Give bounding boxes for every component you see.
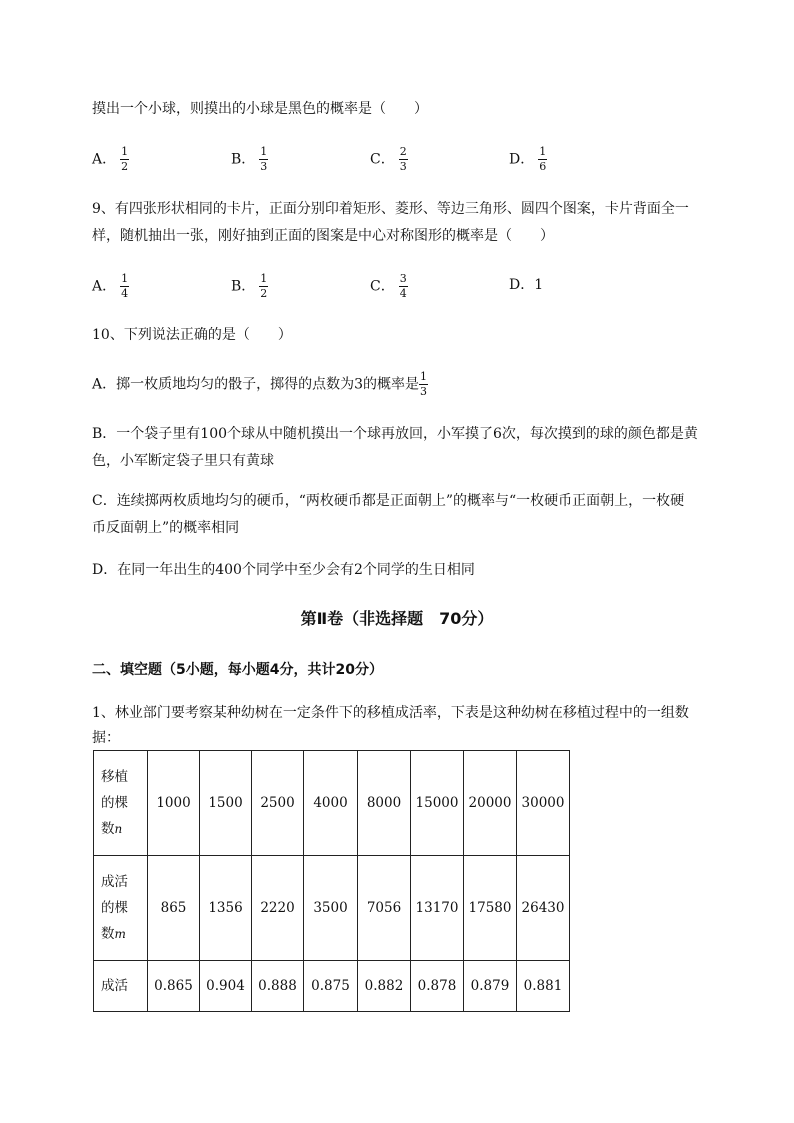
numerator: 1: [121, 272, 129, 285]
q8-option-b: [231, 146, 268, 173]
question-10-option-b-line-1: B．一个袋子里有100个球从中随机摸出一个球再放回，小军摸了6次，每次摸到的球的颜色都是黄: [92, 426, 698, 442]
fraction: [259, 146, 268, 173]
table-cell: 13170: [411, 856, 464, 961]
denominator: 2: [260, 287, 268, 300]
numerator: 2: [399, 145, 407, 158]
table-cell: 7056: [358, 856, 411, 961]
question-9-line-2: 样，随机抽出一张，刚好抽到正面的图案是中心对称图形的概率是（ ）: [92, 228, 554, 244]
question-10-option-a: [92, 371, 428, 398]
table-cell: 865: [148, 856, 200, 961]
table-cell: 0.879: [464, 961, 517, 1012]
q8-option-d: [509, 146, 547, 173]
fraction: [259, 273, 268, 300]
header-line: 的棵: [101, 900, 128, 916]
table-cell: 0.882: [358, 961, 411, 1012]
numerator: 1: [539, 145, 547, 158]
table-cell: 3500: [304, 856, 358, 961]
header-line: 成活: [101, 874, 128, 890]
table-cell: 2500: [252, 751, 304, 856]
numerator: 1: [121, 145, 129, 158]
row-header: 成活: [94, 961, 148, 1012]
numerator: 1: [260, 272, 268, 285]
fraction: [399, 273, 408, 300]
fraction: [419, 371, 428, 398]
part-2-title: 第Ⅱ卷（非选择题 70分）: [300, 609, 494, 628]
table-cell: 0.878: [411, 961, 464, 1012]
question-10-option-c-line-1: C．连续掷两枚质地均匀的硬币，“两枚硬币都是正面朝上”的概率与“一枚硬币正面朝上，一枚硬: [92, 493, 685, 509]
data-table: [93, 750, 570, 1012]
fraction: [120, 273, 129, 300]
table-cell: 2220: [252, 856, 304, 961]
option-text: A．掷一枚质地均匀的骰子，掷得的点数为3的概率是: [92, 376, 420, 393]
header-line: 移植: [101, 769, 128, 785]
table-cell: 0.888: [252, 961, 304, 1012]
question-9-line-1: 9、有四张形状相同的卡片，正面分别印着矩形、菱形、等边三角形、圆四个图案，卡片背面全一: [92, 201, 689, 217]
denominator: 2: [121, 160, 129, 173]
q9-option-d: [509, 275, 543, 295]
header-line: 的棵: [101, 795, 128, 811]
option-label: B．: [231, 278, 256, 295]
section-heading: 二、填空题（5小题，每小题4分，共计20分）: [92, 662, 383, 678]
denominator: 3: [260, 160, 268, 173]
table-cell: 4000: [304, 751, 358, 856]
denominator: 4: [121, 287, 129, 300]
q9-option-c: [370, 273, 408, 300]
denominator: 3: [420, 385, 428, 398]
option-label: D．: [509, 151, 535, 168]
question-8-stem-tail: 摸出一个小球，则摸出的小球是黑色的概率是（ ）: [92, 101, 428, 117]
q9-option-b: [231, 273, 268, 300]
table-cell: 8000: [358, 751, 411, 856]
header-line: 数: [101, 821, 115, 837]
denominator: 4: [399, 287, 407, 300]
table-cell: 0.865: [148, 961, 200, 1012]
table-cell: 0.881: [517, 961, 570, 1012]
fill-question-1-line-1: 1、林业部门要考察某种幼树在一定条件下的移植成活率，下表是这种幼树在移植过程中的一组数: [92, 705, 689, 721]
table-cell: 15000: [411, 751, 464, 856]
question-10-stem: 10、下列说法正确的是（ ）: [92, 327, 292, 343]
option-label: A．: [92, 278, 117, 295]
table-cell: 30000: [517, 751, 570, 856]
table-cell: 1000: [148, 751, 200, 856]
question-10-option-b-line-2: 色，小军断定袋子里只有黄球: [92, 453, 274, 469]
table-row: [94, 856, 570, 961]
fraction: [399, 146, 408, 173]
row-header: [94, 751, 148, 856]
option-value: 1: [534, 277, 544, 293]
denominator: 6: [539, 160, 547, 173]
option-label: D．: [509, 277, 535, 293]
question-10-option-c-line-2: 币反面朝上”的概率相同: [92, 520, 240, 536]
fraction: [120, 146, 129, 173]
table-row: [94, 751, 570, 856]
table-row: [94, 961, 570, 1012]
q8-option-a: [92, 146, 129, 173]
table-cell: 20000: [464, 751, 517, 856]
option-label: C．: [370, 278, 395, 295]
variable: n: [114, 822, 123, 836]
option-label: C．: [370, 151, 395, 168]
denominator: 3: [399, 160, 407, 173]
header-line: 数: [101, 926, 115, 942]
q9-option-a: [92, 273, 129, 300]
numerator: 1: [420, 370, 428, 383]
table-cell: 1356: [200, 856, 252, 961]
q8-option-c: [370, 146, 408, 173]
fill-question-1-line-2: 据：: [92, 730, 120, 746]
question-10-option-d: D．在同一年出生的400个同学中至少会有2个同学的生日相同: [92, 562, 475, 578]
option-label: B．: [231, 151, 256, 168]
table-cell: 17580: [464, 856, 517, 961]
row-header: [94, 856, 148, 961]
table-cell: 1500: [200, 751, 252, 856]
fraction: [538, 146, 547, 173]
table-cell: 0.904: [200, 961, 252, 1012]
variable: m: [114, 927, 126, 941]
table-cell: 0.875: [304, 961, 358, 1012]
numerator: 1: [260, 145, 268, 158]
option-label: A．: [92, 151, 117, 168]
table-cell: 26430: [517, 856, 570, 961]
numerator: 3: [399, 272, 407, 285]
